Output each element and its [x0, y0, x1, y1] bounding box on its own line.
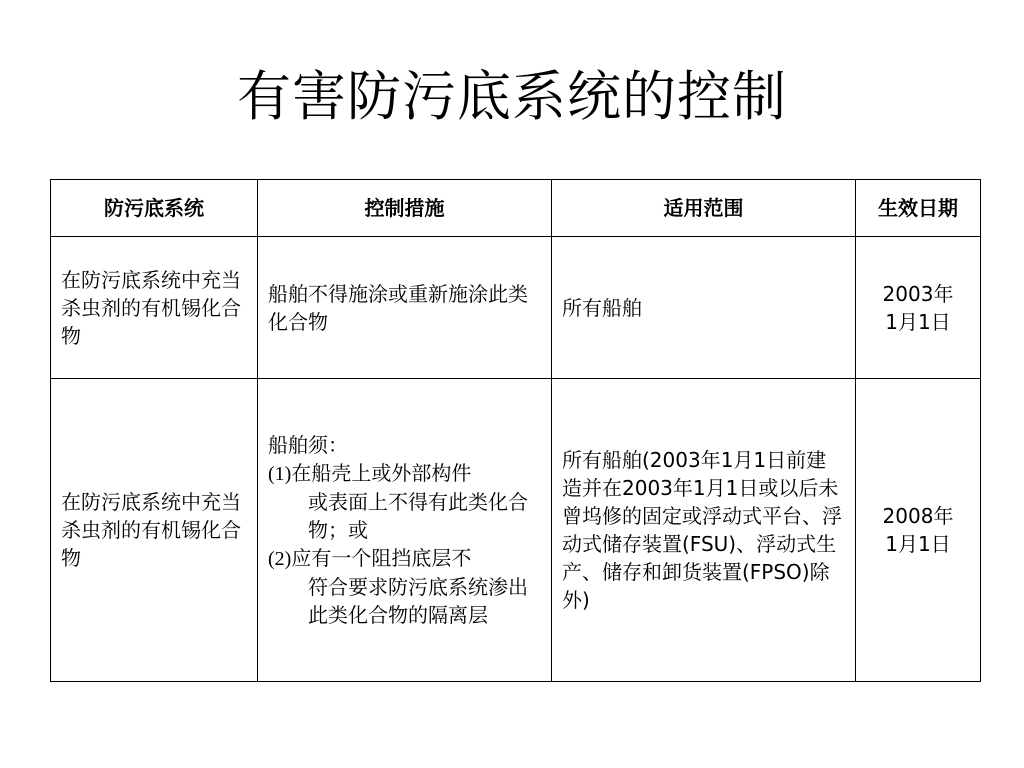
- system-text: 在防污底系统中充当杀虫剂的有机锡化合物: [61, 267, 241, 348]
- cell-date: [856, 379, 981, 682]
- date-year: 2008年: [882, 504, 954, 528]
- measure-item-1: [268, 459, 541, 488]
- header-measure: 控制措施: [258, 180, 552, 237]
- item-1-label: (1): [268, 463, 292, 485]
- cell-scope: [552, 237, 856, 379]
- header-system: 防污底系统: [51, 180, 258, 237]
- table-row: [51, 237, 981, 379]
- header-date: 生效日期: [856, 180, 981, 237]
- header-scope: 适用范围: [552, 180, 856, 237]
- item-2-label: (2): [268, 548, 292, 570]
- scope-text: 所有船舶: [562, 295, 642, 320]
- item-1-continuation: 或表面上不得有此类化合物；或: [308, 490, 528, 542]
- date-month-day: 1月1日: [885, 309, 951, 334]
- measure-intro: 船舶须：: [268, 433, 348, 457]
- table-header-row: [51, 180, 981, 237]
- date-year: 2003年: [882, 281, 954, 306]
- cell-scope: [552, 379, 856, 682]
- cell-system: [51, 237, 258, 379]
- regulation-table: [50, 179, 981, 682]
- item-1-first-line: 在船壳上或外部构件: [291, 461, 472, 485]
- table-row: [51, 379, 981, 682]
- item-2-continuation: 符合要求防污底系统渗出此类化合物的隔离层: [308, 575, 528, 627]
- cell-system: [51, 379, 258, 682]
- measure-item-2: [268, 544, 541, 573]
- cell-measure: [258, 379, 552, 682]
- slide-title: 有害防污底系统的控制: [237, 65, 787, 128]
- measure-text: 船舶不得施涂或重新施涂此类化合物: [268, 281, 528, 334]
- cell-date: [856, 237, 981, 379]
- item-2-first-line: 应有一个阻挡底层不: [291, 546, 472, 570]
- scope-text: 所有船舶(2003年1月1日前建造并在2003年1月1日或以后未曾坞修的固定或浮动式平台、浮动式储存装置(FSU)、浮动式生产、储存和卸货装置(FPSO)除外): [562, 448, 842, 612]
- system-text: 在防污底系统中充当杀虫剂的有机锡化合物: [61, 490, 241, 570]
- cell-measure: [258, 237, 552, 379]
- date-month-day: 1月1日: [885, 532, 951, 556]
